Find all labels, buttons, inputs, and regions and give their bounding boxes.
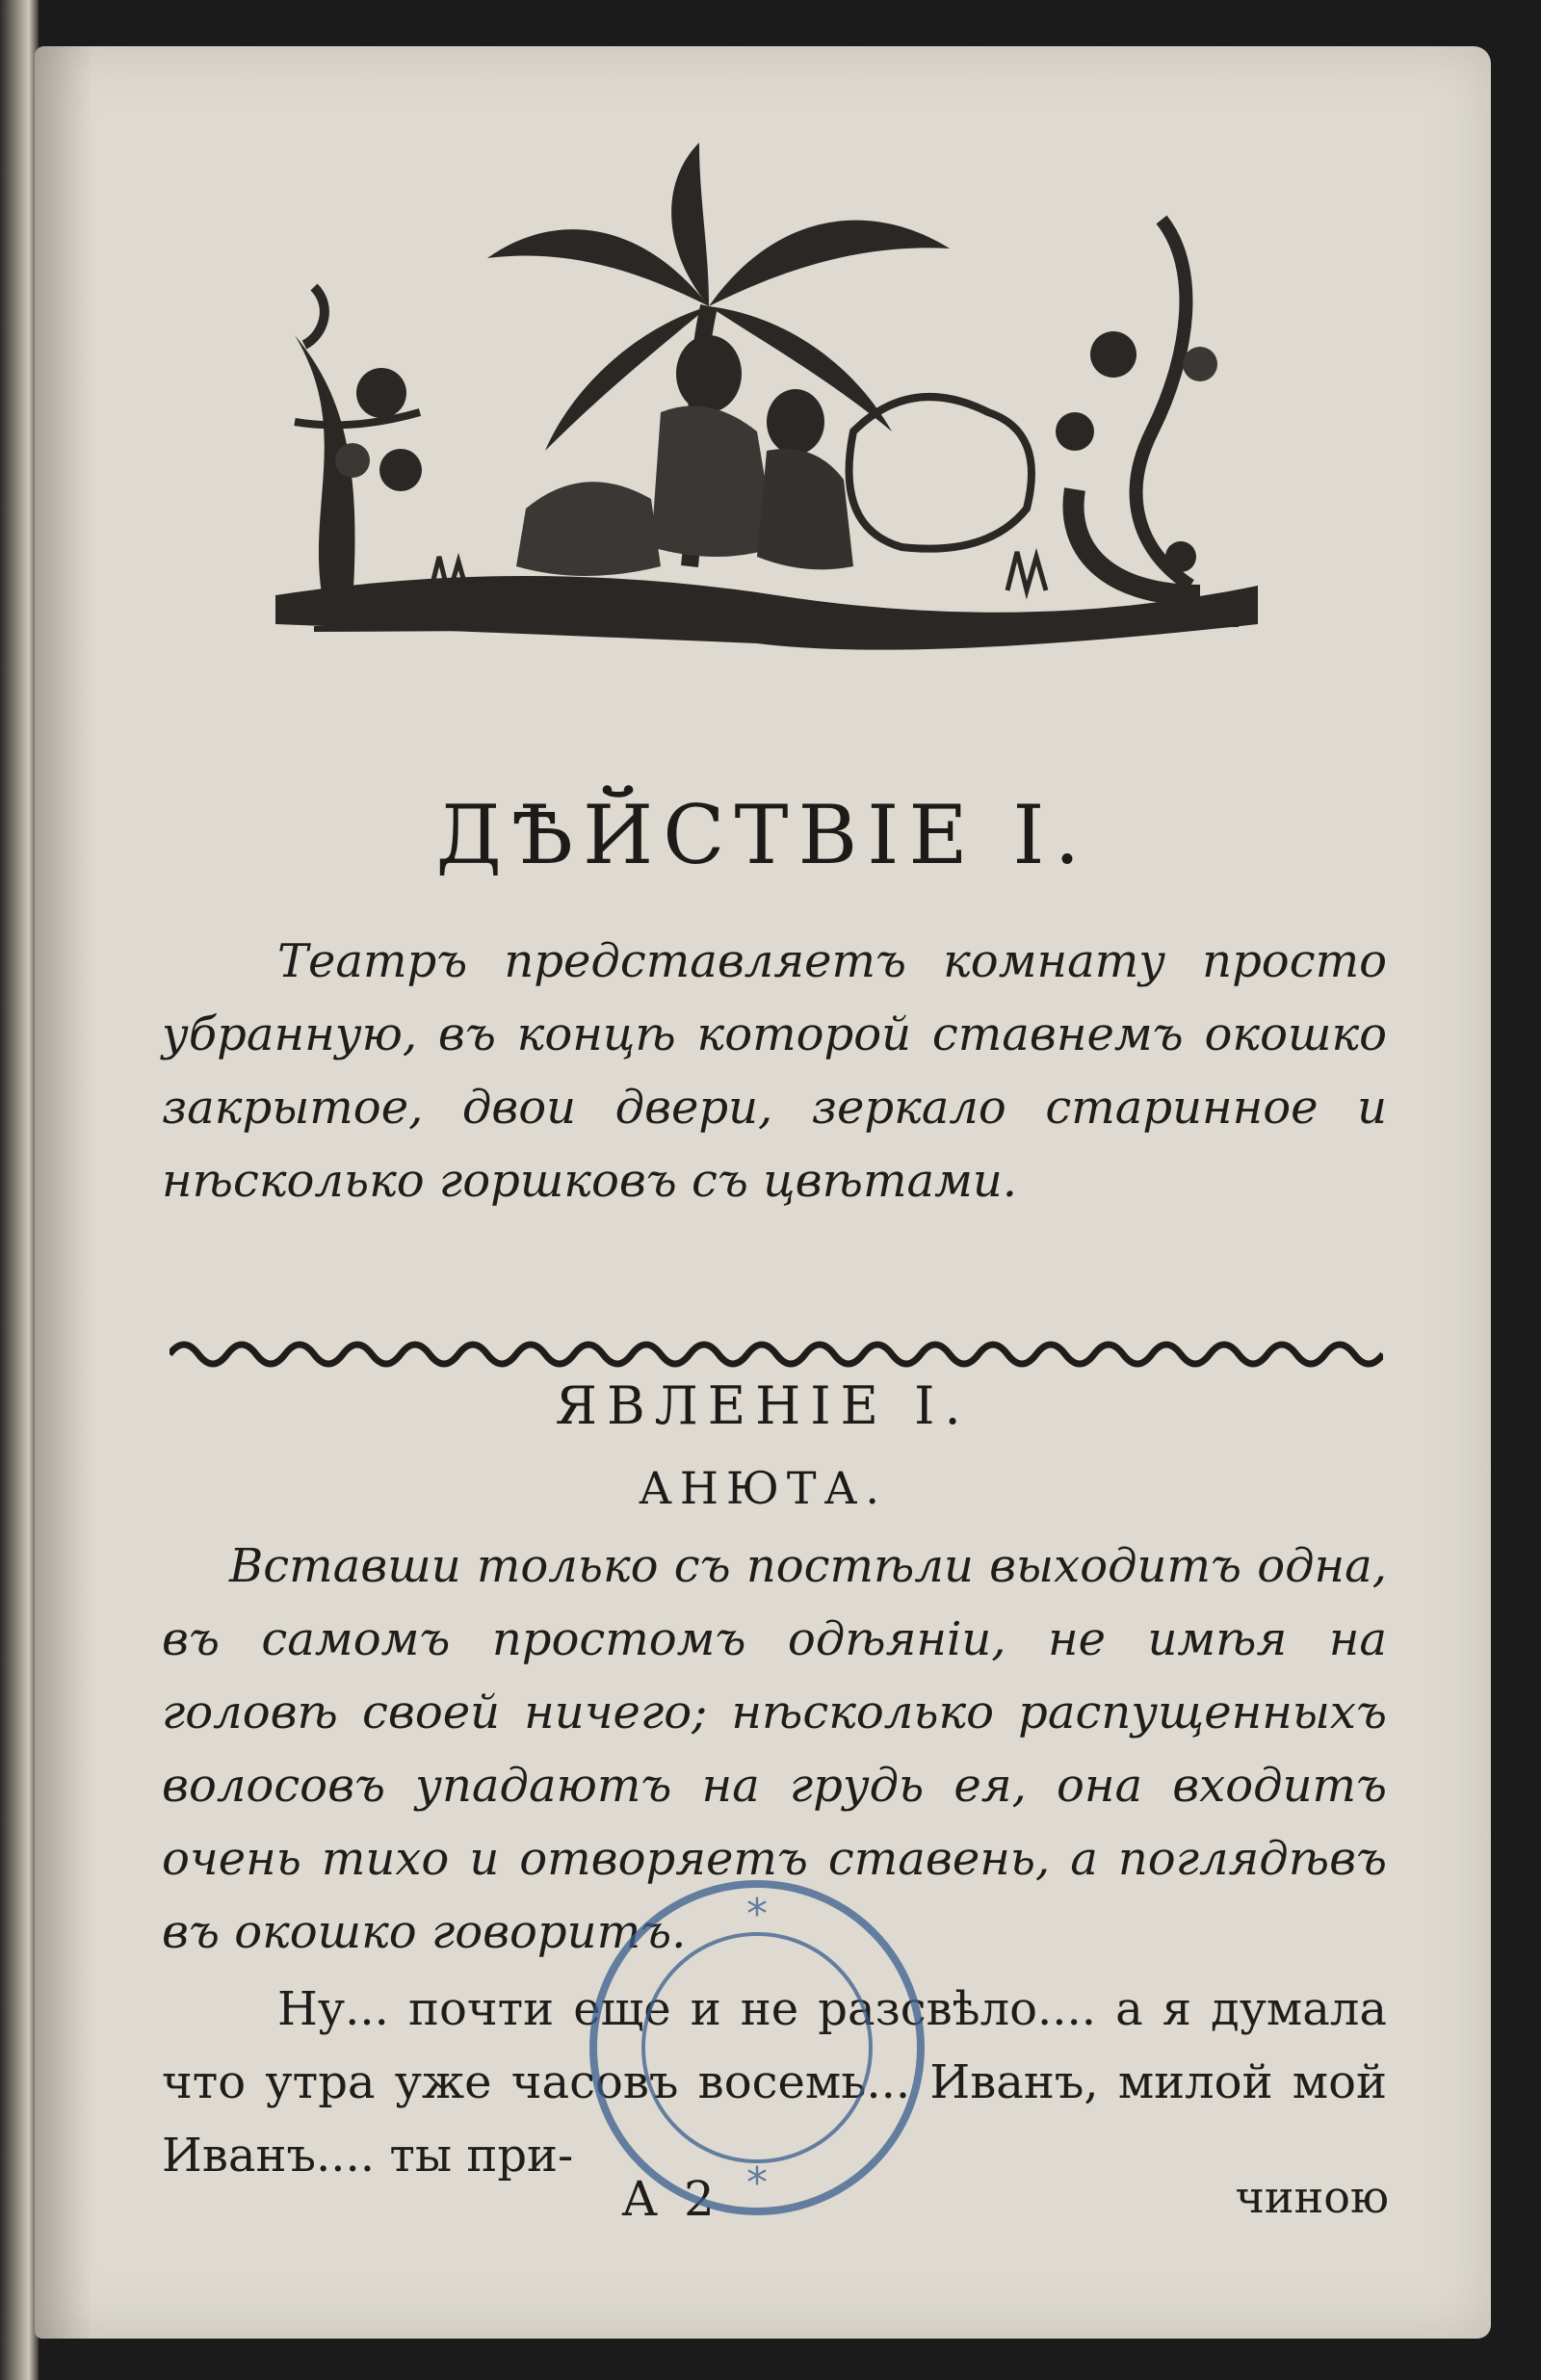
act-title: ДѢЙСТВІЕ I.: [435, 788, 1090, 882]
action-direction-text: Вставши только съ постѣли выходитъ одна, въ самомъ простомъ одѣяніи, не имѣя на головѣ своей ничего; нѣсколько распущенныхъ волосовъ упадаютъ на грудь ея, она входитъ очень тихо и отворяетъ ставень, а поглядѣвъ въ окошко говоритъ.: [162, 1539, 1387, 1959]
stage-direction-text: Театръ представляетъ комнату просто убранную, въ концѣ которой ставнемъ окошко закрытое, двои двери, зеркало старинное и нѣсколько горшковъ съ цвѣтами.: [162, 934, 1387, 1208]
svg-text:*: *: [746, 2158, 768, 2208]
catchword: чиною: [1235, 2171, 1389, 2223]
svg-text:*: *: [746, 1890, 768, 1939]
woodcut-vignette-icon: [237, 143, 1296, 682]
wave-rule-icon: [170, 1333, 1383, 1375]
scene-title: ЯВЛЕНІЕ I.: [555, 1375, 971, 1436]
gutter-shadow: [35, 46, 92, 2339]
signature-mark: A 2: [622, 2171, 720, 2227]
character-name: АНЮТА.: [639, 1462, 887, 1514]
book-spine-edge: [0, 0, 39, 2380]
library-stamp-icon: [574, 1865, 940, 2231]
speech-text: Ну... почти еще и не разсвѣло.... а я думала что утра уже часовъ восемь... Иванъ, милой мой Иванъ.... ты при-: [162, 1982, 1387, 2183]
book-page: [35, 46, 1491, 2339]
